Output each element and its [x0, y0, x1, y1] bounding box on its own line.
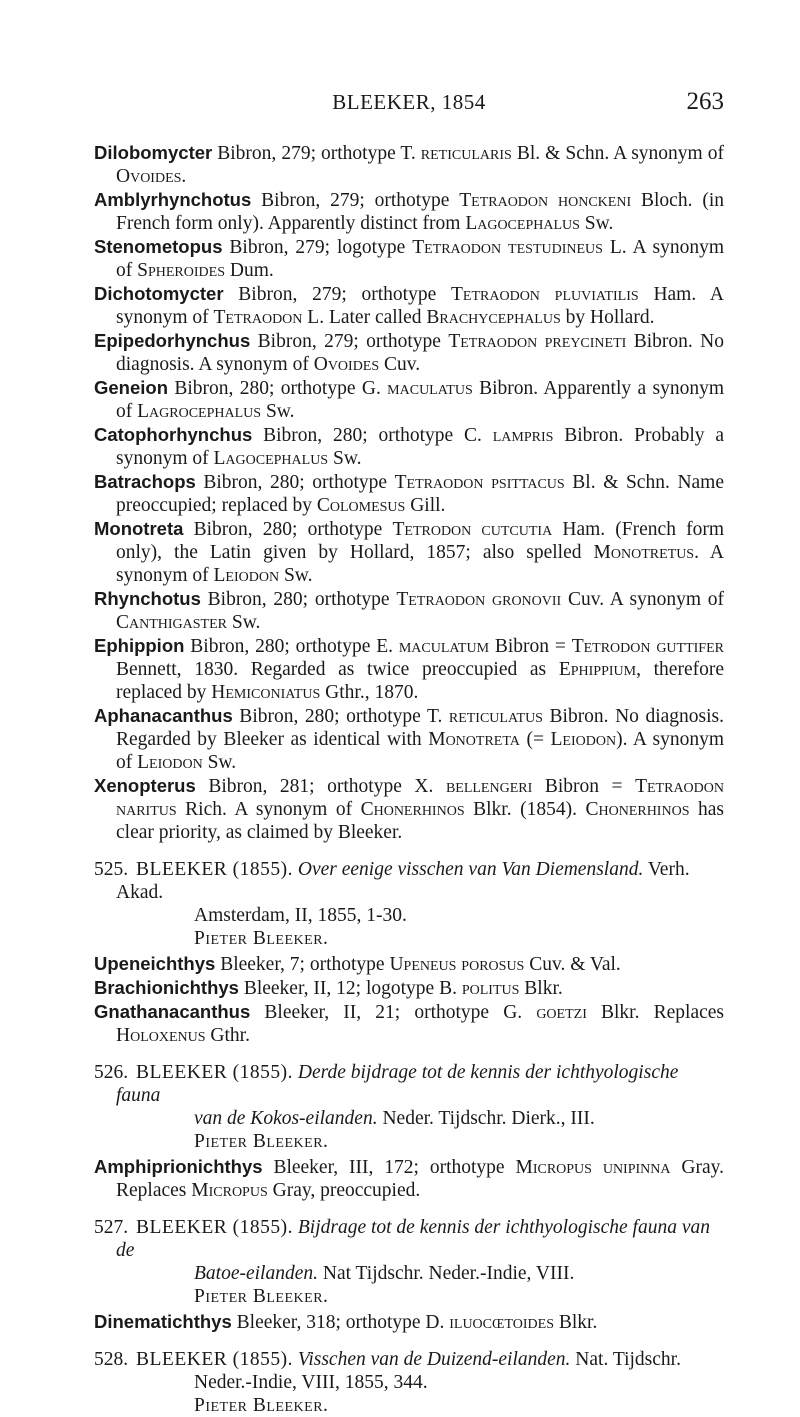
entry-text: Bennett, 1830. Regarded as twice preoccupied as: [116, 659, 559, 680]
species-name: Lagocephalus: [465, 213, 580, 234]
species-name: Tetraodon: [213, 307, 303, 328]
reference-author: BLEEKER (1855).: [136, 859, 293, 880]
entry-text: Bibron, 280; orthotype: [200, 589, 397, 610]
species-name: Brachycephalus: [426, 307, 561, 328]
entry-text: Gray. Replaces: [116, 1157, 724, 1201]
entry-text: Dum.: [224, 260, 274, 281]
entry-text: Gthr., 1870.: [320, 682, 419, 703]
reference-author: BLEEKER (1855).: [136, 1217, 293, 1238]
reference-attribution: Pieter Bleeker.: [194, 1286, 329, 1307]
genus-name: Amblyrhynchotus: [94, 189, 252, 210]
reference-block: [94, 1348, 724, 1417]
entry-text: ). A synonym of: [116, 729, 724, 773]
species-name: Colomesus: [316, 495, 406, 516]
genus-entry: [94, 188, 724, 235]
reference-author: BLEEKER (1855).: [136, 1062, 293, 1083]
reference-source: Verh. Akad.: [116, 859, 690, 903]
entry-text: Bleeker, III, 172; orthotype: [262, 1157, 516, 1178]
genus-entry: [94, 423, 724, 470]
reference-title: Visschen van de Duizend-eilanden.: [297, 1349, 571, 1370]
entry-text: has clear priority, as claimed by Bleeker.: [116, 799, 724, 843]
reference-block: [94, 858, 724, 950]
species-name: Micropus: [191, 1180, 268, 1201]
entry-text: Bloch. (in French form only). Apparently distinct from: [116, 190, 724, 234]
species-name: politus: [461, 978, 520, 999]
entry-text: Bl. & Schn. A synonym of: [511, 143, 724, 164]
genus-name: Batrachops: [94, 471, 196, 492]
genus-entry: [94, 1155, 724, 1202]
reference-number: 526.: [94, 1062, 129, 1083]
genus-entry: [94, 1310, 724, 1334]
page-number: 263: [686, 88, 724, 115]
entry-text: Rich. A synonym of: [176, 799, 361, 820]
entry-text: Bleeker, II, 21; orthotype G.: [250, 1002, 537, 1023]
reference-source: Nat. Tijdschr.: [575, 1349, 681, 1370]
entry-text: Bibron =: [532, 776, 636, 797]
entry-text: Bibron =: [489, 636, 572, 657]
entry-text: Bibron, 280; orthotype T.: [232, 706, 449, 727]
entry-text: Bibron, 279; orthotype: [223, 284, 452, 305]
genus-name: Dichotomycter: [94, 283, 224, 304]
reference-block: [94, 1216, 724, 1308]
entry-text: Gray, preoccupied.: [267, 1180, 421, 1201]
entry-text: .: [181, 166, 187, 187]
genus-name: Brachionichthys: [94, 977, 239, 998]
entry-text: Bibron. No diagnosis. Regarded by Bleeker as identical with: [116, 706, 724, 750]
entry-text: L. Later called: [302, 307, 427, 328]
entry-text: Cuv.: [379, 354, 421, 375]
species-name: Spheroides: [137, 260, 225, 281]
entry-text: Ham. A synonym of: [116, 284, 724, 328]
species-name: Tetraodon pluviatilis: [451, 284, 639, 305]
species-name: Leiodon: [550, 729, 617, 750]
reference-citation: Neder.-Indie, VIII, 1855, 344.: [194, 1372, 428, 1393]
species-name: maculatum: [398, 636, 490, 657]
genus-entry: [94, 141, 724, 188]
genus-name: Catophorhynchus: [94, 424, 253, 445]
entry-text: Bibron. Probably a synonym of: [116, 425, 725, 469]
entry-text: Gthr.: [205, 1025, 250, 1046]
entries-column: [94, 141, 724, 1417]
species-name: Monotretus: [593, 542, 695, 563]
genus-name: Dilobomycter: [94, 142, 213, 163]
reference-number: 527.: [94, 1217, 129, 1238]
entry-text: Gill.: [405, 495, 446, 516]
entry-text: Bibron, 281; orthotype X.: [195, 776, 446, 797]
reference-continuation: [94, 1107, 724, 1130]
entry-text: Blkr. Replaces: [586, 1002, 724, 1023]
entry-text: Sw.: [261, 401, 295, 422]
reference-title-cont: Batoe-eilanden.: [194, 1263, 318, 1284]
reference-heading: [94, 1061, 724, 1107]
entry-text: Sw.: [227, 612, 261, 633]
entry-text: Blkr.: [519, 978, 563, 999]
species-name: Tetraodon preycineti: [448, 331, 627, 352]
entry-text: Bleeker, 7; orthotype: [215, 954, 390, 975]
reference-citation: Nat Tijdschr. Neder.-Indie, VIII.: [318, 1263, 575, 1284]
reference-continuation: [94, 1262, 724, 1285]
genus-entry: [94, 282, 724, 329]
genus-name: Geneion: [94, 377, 169, 398]
genus-entry: [94, 704, 724, 774]
reference-citation: Amsterdam, II, 1855, 1-30.: [194, 905, 407, 926]
genus-name: Stenometopus: [94, 236, 223, 257]
reference-block: [94, 1061, 724, 1153]
entry-text: Bibron, 280; orthotype E.: [184, 636, 399, 657]
entry-text: Bleeker, 318; orthotype D.: [231, 1312, 450, 1333]
reference-attribution: Pieter Bleeker.: [194, 1131, 329, 1152]
genus-name: Amphiprionichthys: [94, 1156, 263, 1177]
reference-heading: [94, 1216, 724, 1262]
entry-text: Blkr. (1854).: [464, 799, 586, 820]
entry-text: Bibron, 280; orthotype: [183, 519, 393, 540]
entry-text: Bibron, 279; orthotype T.: [212, 143, 421, 164]
species-name: Tetrodon guttifer: [571, 636, 724, 657]
entry-text: Blkr.: [553, 1312, 598, 1333]
species-name: Chonerhinos: [585, 799, 690, 820]
species-name: Tetraodon gronovii: [396, 589, 562, 610]
entry-text: Bibron. Apparently a synonym of: [116, 378, 724, 422]
page-header: [94, 88, 724, 118]
species-name: reticulatus: [448, 706, 543, 727]
genus-entry: [94, 235, 724, 282]
species-name: iluocœtoides: [449, 1312, 554, 1333]
reference-citation: Neder. Tijdschr. Dierk., III.: [377, 1108, 595, 1129]
genus-name: Xenopterus: [94, 775, 196, 796]
species-name: Canthigaster: [116, 612, 227, 633]
reference-heading: [94, 858, 724, 904]
entry-text: Bibron, 280; orthotype G.: [168, 378, 388, 399]
species-name: bellengeri: [445, 776, 533, 797]
genus-entry: [94, 587, 724, 634]
genus-entry: [94, 634, 724, 704]
reference-continuation: [94, 1371, 724, 1394]
entry-text: Sw.: [328, 448, 362, 469]
species-name: lampris: [492, 425, 554, 446]
entry-text: Bleeker, II, 12; logotype B.: [238, 978, 462, 999]
species-name: Lagocephalus: [213, 448, 329, 469]
genus-name: Aphanacanthus: [94, 705, 233, 726]
genus-entry: [94, 517, 724, 587]
genus-name: Dinematichthys: [94, 1311, 232, 1332]
species-name: Lagrocephalus: [137, 401, 262, 422]
species-name: Tetraodon honckeni: [459, 190, 632, 211]
species-name: Holoxenus: [116, 1025, 206, 1046]
entry-text: Ham. (French form only), the Latin given by Hollard, 1857; also spelled: [116, 519, 725, 563]
entry-text: Bibron, 280; orthotype: [195, 472, 395, 493]
reference-title: Over eenige visschen van Van Diemensland.: [297, 859, 644, 880]
genus-entry: [94, 774, 724, 844]
genus-entry: [94, 470, 724, 517]
species-name: Leiodon: [137, 752, 203, 773]
entry-text: Sw.: [579, 213, 614, 234]
entry-text: Bibron, 279; logotype: [222, 237, 413, 258]
reference-attribution: Pieter Bleeker.: [194, 928, 329, 949]
genus-name: Rhynchotus: [94, 588, 201, 609]
entry-text: Bibron, 280; orthotype C.: [252, 425, 493, 446]
species-name: Tetraodon testudineus: [412, 237, 603, 258]
entry-text: Bibron, 279; orthotype: [250, 331, 449, 352]
entry-text: Bibron, 279; orthotype: [251, 190, 460, 211]
reference-author: BLEEKER (1855).: [136, 1349, 293, 1370]
species-name: Leiodon: [213, 565, 280, 586]
reference-number: 525.: [94, 859, 129, 880]
species-name: Tetrodon cutcutia: [392, 519, 553, 540]
species-name: Micropus unipinna: [515, 1157, 671, 1178]
species-name: maculatus: [387, 378, 473, 399]
entry-text: Sw.: [202, 752, 237, 773]
species-name: goetzi: [536, 1002, 587, 1023]
reference-title: Derde bijdrage tot de kennis der ichthyologische fauna: [116, 1062, 679, 1106]
reference-title-cont: van de Kokos-eilanden.: [194, 1108, 378, 1129]
species-name: Monotreta: [428, 729, 520, 750]
reference-continuation: [94, 904, 724, 927]
species-name: Tetraodon psittacus: [394, 472, 565, 493]
entry-text: (=: [519, 729, 551, 750]
reference-title: Bijdrage tot de kennis der ichthyologische fauna van de: [116, 1217, 710, 1261]
genus-entry: [94, 952, 724, 976]
genus-entry: [94, 1000, 724, 1047]
species-name: Ovoides: [313, 354, 380, 375]
reference-heading: [94, 1348, 724, 1371]
entry-text: Bl. & Schn. Name preoccupied; replaced by: [116, 472, 725, 516]
genus-name: Monotreta: [94, 518, 184, 539]
genus-entry: [94, 976, 724, 1000]
genus-entry: [94, 376, 724, 423]
species-name: Chonerhinos: [360, 799, 465, 820]
reference-number: 528.: [94, 1349, 129, 1370]
genus-entry: [94, 329, 724, 376]
entry-text: Sw.: [279, 565, 313, 586]
entry-text: . A synonym of: [116, 542, 724, 586]
entry-text: L. A synonym of: [116, 237, 724, 281]
species-name: Ephippium: [558, 659, 637, 680]
genus-name: Epipedorhynchus: [94, 330, 251, 351]
species-name: Ovoides: [116, 166, 182, 187]
entry-text: , therefore replaced by: [116, 659, 724, 703]
entry-text: by Hollard.: [560, 307, 655, 328]
species-name: reticularis: [420, 143, 512, 164]
species-name: Upeneus porosus: [389, 954, 525, 975]
entry-text: Cuv. A synonym of: [561, 589, 725, 610]
genus-name: Ephippion: [94, 635, 185, 656]
reference-attribution: Pieter Bleeker.: [194, 1395, 329, 1416]
species-name: Tetraodon naritus: [116, 776, 724, 820]
genus-name: Gnathanacanthus: [94, 1001, 251, 1022]
genus-name: Upeneichthys: [94, 953, 216, 974]
entry-text: Bibron. No diagnosis. A synonym of: [116, 331, 724, 375]
species-name: Hemiconiatus: [211, 682, 321, 703]
entry-text: Cuv. & Val.: [524, 954, 621, 975]
running-title: BLEEKER, 1854: [332, 90, 486, 114]
